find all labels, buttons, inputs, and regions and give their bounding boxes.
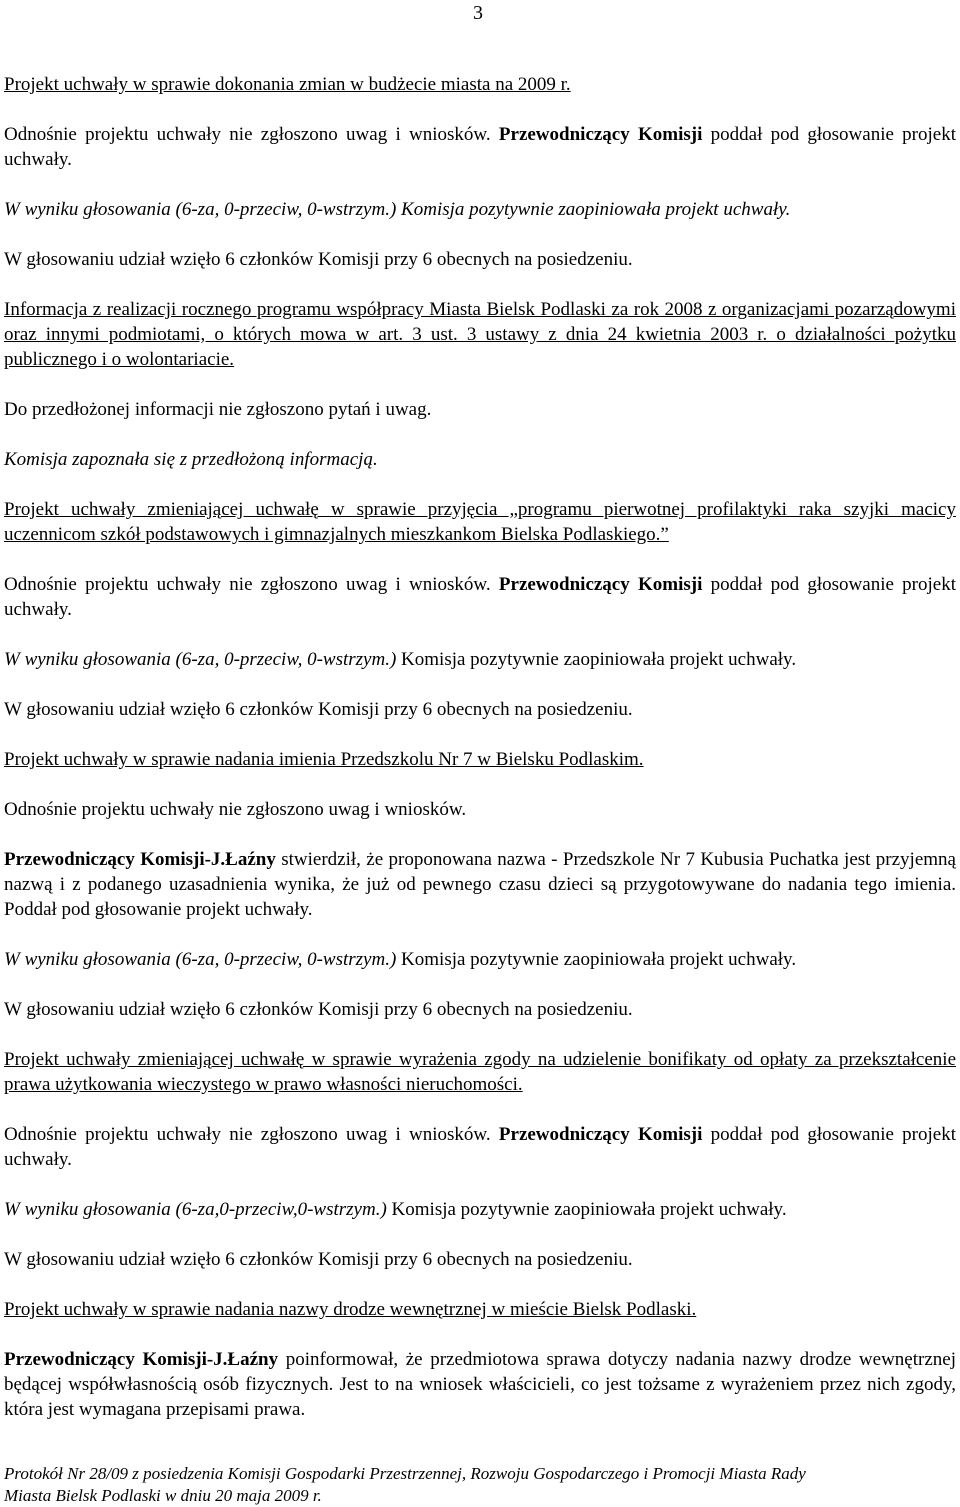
section-title: Informacja z realizacji rocznego programu współpracy Miasta Bielsk Podlaski za rok 2008 z organizacjami pozarządowymi oraz innymi podmiotami, o których mowa w art. 3 ust. 3 ustawy z dnia 24 kwietnia 2003 r. o działalności pożytku publicznego i o wolontariacie. bbox=[4, 299, 956, 370]
section-title: Projekt uchwały zmieniającej uchwałę w sprawie wyrażenia zgody na udzielenie bonifikaty od opłaty za przekształcenie prawa użytkowania wieczystego w prawo własności nieruchomości. bbox=[4, 1049, 956, 1095]
section-title: Projekt uchwały zmieniającej uchwałę w sprawie przyjęcia „programu pierwotnej profilaktyki raka szyjki macicy uczennicom szkół podstawowych i gimnazjalnych mieszkankom Bielska Podlaskiego.” bbox=[4, 499, 956, 545]
attendance-note: W głosowaniu udział wzięło 6 członków Komisji przy 6 obecnych na posiedzeniu. bbox=[4, 999, 633, 1020]
footer-line: Miasta Bielsk Podlaski w dniu 20 maja 2009 r. bbox=[4, 1486, 322, 1505]
attendance-note: W głosowaniu udział wzięło 6 członków Komisji przy 6 obecnych na posiedzeniu. bbox=[4, 699, 633, 720]
text: Odnośnie projektu uchwały nie zgłoszono uwag i wniosków. bbox=[4, 124, 491, 145]
document-body bbox=[4, 72, 956, 1422]
vote-conclusion: Komisja zapoznała się z przedłożoną informacją. bbox=[4, 449, 378, 470]
vote-conclusion: Komisja pozytywnie zaopiniowała projekt uchwały. bbox=[391, 1199, 787, 1220]
footer-line: Protokół Nr 28/09 z posiedzenia Komisji Gospodarki Przestrzennej, Rozwoju Gospodarczego i Promocji Miasta Rady bbox=[4, 1464, 806, 1483]
text: poddał pod głosowanie projekt uchwały. bbox=[4, 124, 957, 170]
paragraph: Odnośnie projektu uchwały nie zgłoszono uwag i wniosków. bbox=[4, 799, 467, 820]
section-title: Projekt uchwały w sprawie dokonania zmian w budżecie miasta na 2009 r. bbox=[4, 74, 571, 95]
section-title: Projekt uchwały w sprawie nadania imienia Przedszkolu Nr 7 w Bielsku Podlaskim. bbox=[4, 749, 644, 770]
vote-result bbox=[4, 197, 956, 222]
vote-result bbox=[4, 947, 956, 972]
page-number: 3 bbox=[473, 2, 483, 24]
speaker-name: Przewodniczący Komisji bbox=[498, 574, 703, 595]
vote-conclusion: Komisja pozytywnie zaopiniowała projekt uchwały. bbox=[401, 199, 791, 220]
paragraph bbox=[4, 1122, 956, 1172]
text: poddał pod głosowanie projekt uchwały. bbox=[4, 1124, 957, 1170]
speaker-name: Przewodniczący Komisji bbox=[498, 124, 703, 145]
vote-conclusion: Komisja pozytywnie zaopiniowała projekt uchwały. bbox=[401, 949, 797, 970]
page-footer bbox=[4, 1463, 956, 1507]
vote-result bbox=[4, 647, 956, 672]
speaker-name: Przewodniczący Komisji bbox=[498, 1124, 703, 1145]
attendance-note: W głosowaniu udział wzięło 6 członków Komisji przy 6 obecnych na posiedzeniu. bbox=[4, 1249, 633, 1270]
attendance-note: W głosowaniu udział wzięło 6 członków Komisji przy 6 obecnych na posiedzeniu. bbox=[4, 249, 633, 270]
vote-count: W wyniku głosowania (6-za, 0-przeciw, 0-wstrzym.) bbox=[4, 199, 397, 220]
speaker-name: Przewodniczący Komisji-J.Łaźny bbox=[4, 1349, 279, 1370]
text: Odnośnie projektu uchwały nie zgłoszono uwag i wniosków. bbox=[4, 574, 491, 595]
section-title: Projekt uchwały w sprawie nadania nazwy drodze wewnętrznej w mieście Bielsk Podlaski. bbox=[4, 1299, 697, 1320]
text: poinformował, że przedmiotowa sprawa dotyczy nadania nazwy drodze wewnętrznej będącej współwłasnością osób fizycznych. Jest to na wniosek właścicieli, co jest tożsame z wyrażeniem przez nich zgody, która jest wymagana przepisami prawa. bbox=[4, 1349, 956, 1420]
paragraph: Do przedłożonej informacji nie zgłoszono pytań i uwag. bbox=[4, 399, 432, 420]
vote-result bbox=[4, 1197, 956, 1222]
text: Odnośnie projektu uchwały nie zgłoszono uwag i wniosków. bbox=[4, 1124, 491, 1145]
text: poddał pod głosowanie projekt uchwały. bbox=[4, 574, 957, 620]
paragraph bbox=[4, 572, 956, 622]
vote-count: W wyniku głosowania (6-za, 0-przeciw, 0-wstrzym.) bbox=[4, 949, 397, 970]
vote-count: W wyniku głosowania (6-za, 0-przeciw, 0-wstrzym.) bbox=[4, 649, 397, 670]
vote-count: W wyniku głosowania (6-za,0-przeciw,0-wstrzym.) bbox=[4, 1199, 387, 1220]
speaker-name: Przewodniczący Komisji-J.Łaźny bbox=[4, 849, 276, 870]
paragraph bbox=[4, 1347, 956, 1422]
paragraph bbox=[4, 122, 956, 172]
paragraph bbox=[4, 847, 956, 922]
text: stwierdził, że proponowana nazwa - Przedszkole Nr 7 Kubusia Puchatka jest przyjemną nazwą i z podanego uzasadnienia wynika, że już od pewnego czasu dzieci są przygotowywane do nadania tego imienia. Poddał pod głosowanie projekt uchwały. bbox=[4, 849, 956, 920]
vote-conclusion: Komisja pozytywnie zaopiniowała projekt uchwały. bbox=[401, 649, 797, 670]
